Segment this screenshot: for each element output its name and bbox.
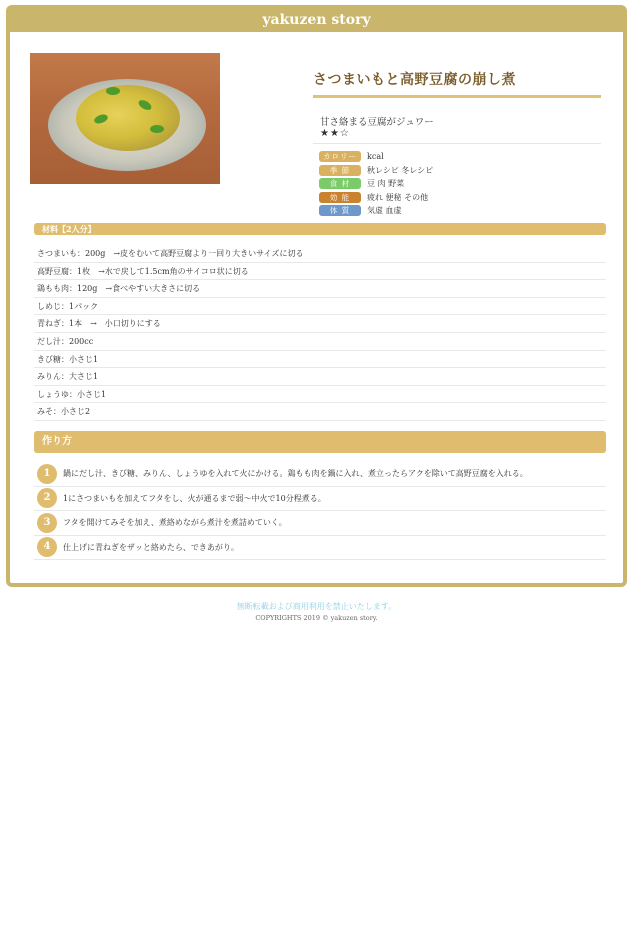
step-number-badge: 3 [37,513,57,533]
step-number-badge: 1 [37,464,57,484]
ingredient-item: みそ：小さじ2 [34,403,606,421]
meta-label-season: 季 節 [319,165,361,176]
ingredients-heading: 材料【2人分】 [34,223,606,235]
footer-copyright: COPYRIGHTS 2019 © yakuzen story. [255,614,378,622]
food-shape [76,85,180,151]
step-text: 1にさつまいもを加えてフタをし、火が通るまで弱～中火で10分程煮る。 [63,493,326,503]
ingredient-item: しめじ：1パック [34,298,606,316]
garnish-shape [150,125,164,133]
meta-value-calorie: kcal [367,152,384,162]
meta-row-ingredient [319,177,433,191]
meta-label-effect: 効 能 [319,192,361,203]
meta-label-constitution: 体 質 [319,205,361,216]
meta-label-ingredient: 食 材 [319,178,361,189]
meta-value-season[interactable]: 秋レシピ 冬レシピ [367,165,434,175]
recipe-meta [319,150,433,218]
ingredient-item: だし汁：200cc [34,333,606,351]
recipe-card [6,5,627,587]
meta-value-effect[interactable]: 疲れ 便秘 その他 [367,192,429,202]
meta-row-effect [319,191,433,205]
ingredient-item: さつまいも：200g →皮をむいて高野豆腐より一回り大きいサイズに切る [34,245,606,263]
meta-label-calorie: カロリー [319,151,361,162]
step-item [34,462,606,487]
step-item [34,487,606,512]
meta-row-constitution [319,204,433,218]
steps-heading: 作り方 [34,431,606,453]
divider [313,143,601,144]
step-text: 仕上げに青ねぎをザッと絡めたら、できあがり。 [63,542,239,552]
title-divider [313,95,601,98]
meta-value-constitution[interactable]: 気虚 血虚 [367,206,402,216]
step-number-badge: 2 [37,488,57,508]
meta-row-calorie [319,150,433,164]
recipe-title: さつまいもと高野豆腐の崩し煮 [313,72,516,88]
star-rating: ★★☆ [320,128,350,139]
ingredient-item: 高野豆腐：1枚 →水で戻して1.5cm角のサイコロ状に切る [34,263,606,281]
ingredient-item: みりん：大さじ1 [34,368,606,386]
garnish-shape [106,87,120,95]
step-item [34,511,606,536]
meta-value-ingredient[interactable]: 豆 肉 野菜 [367,179,405,189]
step-text: フタを開けてみそを加え、煮絡めながら煮汁を煮詰めていく。 [63,518,287,528]
recipe-photo [30,53,220,184]
step-item [34,536,606,561]
ingredient-item: きび糖：小さじ1 [34,351,606,369]
ingredients-list [34,245,606,421]
footer-notice: 無断転載および商用利用を禁止いたします。 [236,602,397,611]
steps-list [34,462,606,560]
ingredient-item: しょうゆ：小さじ1 [34,386,606,404]
step-number-badge: 4 [37,537,57,557]
recipe-description: 甘さ絡まる豆腐がジュワー [320,117,434,128]
ingredient-item: 青ねぎ：1本 → 小口切りにする [34,315,606,333]
site-title[interactable]: yakuzen story [10,9,623,32]
meta-row-season [319,164,433,178]
ingredient-item: 鶏もも肉：120g →食べやすい大きさに切る [34,280,606,298]
step-text: 鍋にだし汁、きび糖、みりん、しょうゆを入れて火にかける。鶏もも肉を鍋に入れ、煮立ったらアクを除いて高野豆腐を入れる。 [63,469,528,479]
